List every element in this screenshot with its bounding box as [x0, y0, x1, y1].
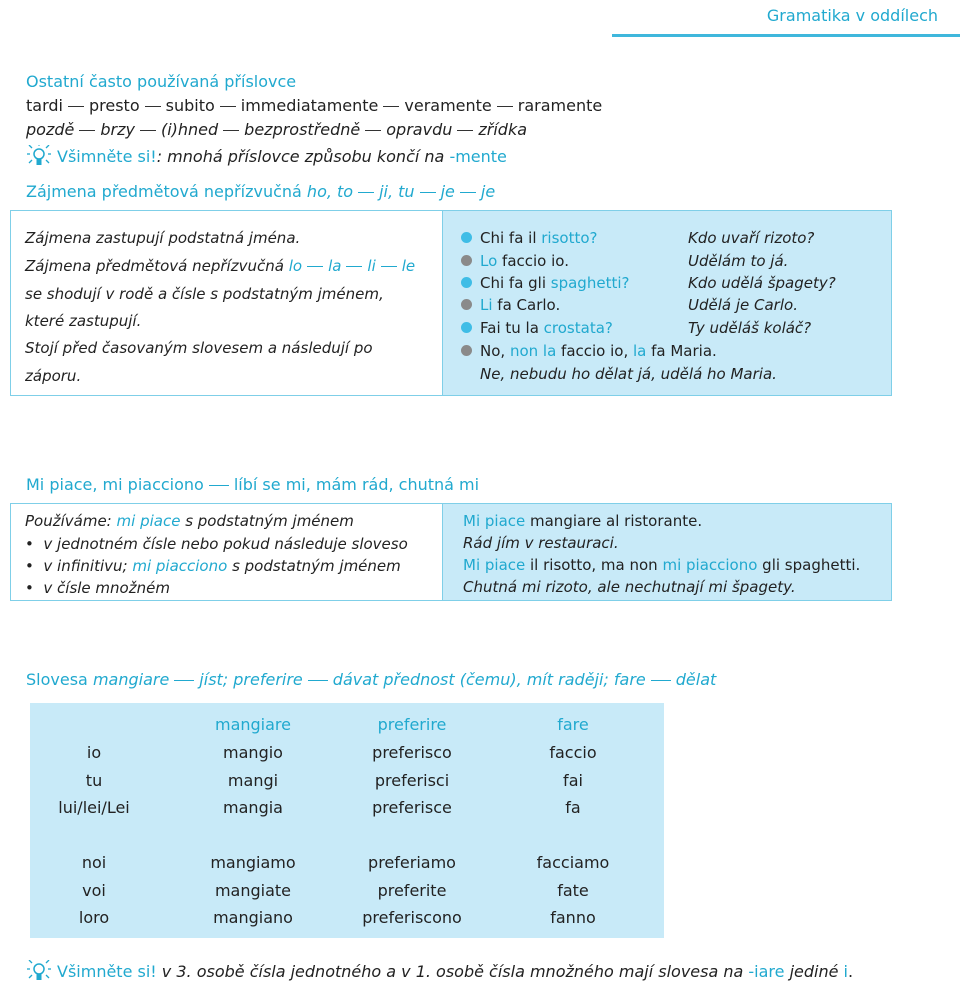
adverb-cz: bezprostředně	[244, 120, 361, 139]
piace-title-it: Mi piace, mi piacciono	[26, 475, 204, 494]
table-header-mangiare: mangiare	[214, 715, 292, 734]
table-header-fare: fare	[557, 715, 589, 734]
pronouns-title-word: ho, to	[306, 182, 354, 201]
pronouns-examples-box	[442, 210, 892, 396]
header-rule	[612, 34, 960, 37]
pronoun-form: li	[367, 257, 376, 275]
example-translation: Ne, nebudu ho dělat já, udělá ho Maria.	[480, 365, 777, 383]
footer-note-letter: i	[843, 962, 848, 981]
pronoun-form: le	[401, 257, 416, 275]
pronouns-text-line: se shodují v rodě a čísle s podstatným jménem,	[25, 285, 384, 303]
table-cell-person: io	[86, 743, 102, 762]
adverb-cz: pozdě	[26, 120, 75, 139]
example-line: Chi fa il risotto?	[461, 229, 598, 247]
example-translation: Kdo udělá špagety?	[688, 274, 836, 292]
table-cell: preferisco	[372, 743, 452, 762]
bullet-dot	[461, 232, 472, 243]
pronouns-title-prefix: Zájmena předmětová nepřízvučná	[26, 182, 302, 201]
table-cell: mangiate	[214, 881, 292, 900]
piace-examples-box	[442, 503, 892, 601]
table-cell-person: voi	[82, 881, 106, 900]
bullet-dot	[461, 255, 472, 266]
table-header-preferire: preferire	[377, 715, 447, 734]
adverbs-italian-row	[26, 96, 602, 115]
piace-title	[26, 475, 479, 494]
table-cell-person: noi	[81, 853, 107, 872]
bullet-dot	[461, 299, 472, 310]
bullet-dot	[461, 277, 472, 288]
pronouns-text-line: Stojí před časovaným slovesem a následují po	[25, 339, 373, 357]
pronoun-form: lo	[288, 257, 303, 275]
bullet: •	[25, 535, 44, 553]
bullet-dot	[461, 345, 472, 356]
example-line: Lo faccio io.	[461, 252, 569, 270]
piace-example-line: Mi piace mangiare al ristorante.	[463, 512, 703, 530]
adverb-cz: opravdu	[386, 120, 453, 139]
table-cell-person: lui/lei/Lei	[58, 798, 130, 817]
verbs-title-part: mangiare	[92, 670, 170, 689]
note-text: : mnohá příslovce způsobu končí na	[156, 147, 445, 166]
table-cell: facciamo	[536, 853, 610, 872]
table-cell: fate	[557, 881, 589, 900]
piace-bullet-line: • v infinitivu; mi piacciono s podstatným jménem	[25, 557, 401, 575]
piace-bullet-line: • v jednotném čísle nebo pokud následuje sloveso	[25, 535, 408, 553]
example-translation: Kdo uvaří rizoto?	[688, 229, 815, 247]
piace-title-cz: líbí se mi, mám rád, chutná mi	[233, 475, 480, 494]
verbs-title-part: dělat	[675, 670, 717, 689]
adverb-it: subito	[165, 96, 215, 115]
verbs-title	[26, 670, 716, 689]
table-cell: fai	[563, 771, 583, 790]
pronoun-form: la	[328, 257, 342, 275]
adverb-it: veramente	[404, 96, 492, 115]
table-cell: mangi	[227, 771, 279, 790]
table-cell: mangia	[223, 798, 283, 817]
pronouns-explanation-box	[10, 210, 443, 396]
example-translation: Udělám to já.	[688, 252, 789, 270]
footer-note-text: v 3. osobě čísla jednotného a v 1. osobě čísla množného mají slovesa na	[156, 962, 749, 981]
piace-example-line: Mi piace il risotto, ma non mi piacciono gli spaghetti.	[463, 556, 861, 574]
pronouns-title-word: ji, tu	[379, 182, 415, 201]
example-line: Chi fa gli spaghetti?	[461, 274, 629, 292]
footer-note-suffix: -iare	[748, 962, 785, 981]
lightbulb-icon	[26, 960, 52, 982]
table-cell: faccio	[549, 743, 597, 762]
pronouns-title-word: je	[440, 182, 455, 201]
footer-note	[26, 960, 853, 982]
example-translation: Ty uděláš koláč?	[688, 319, 812, 337]
adverbs-title: Ostatní často používaná příslovce	[26, 72, 297, 91]
adverb-it: immediatamente	[240, 96, 379, 115]
pronouns-text-line	[25, 257, 415, 275]
table-cell-person: loro	[78, 908, 110, 927]
table-cell: preferiamo	[368, 853, 456, 872]
table-cell: preferisce	[372, 798, 452, 817]
adverb-it: tardi	[26, 96, 63, 115]
pronouns-text-line: které zastupují.	[25, 312, 142, 330]
piace-example-translation: Rád jím v restauraci.	[463, 534, 619, 552]
conjugation-table	[30, 703, 664, 938]
example-line: Fai tu la crostata?	[461, 319, 613, 337]
verbs-title-part: jíst; preferire	[199, 670, 303, 689]
example-line: No, non la faccio io, la fa Maria.	[461, 342, 717, 360]
piace-example-translation: Chutná mi rizoto, ale nechutnají mi špagety.	[463, 578, 796, 596]
lightbulb-icon	[26, 145, 52, 167]
pronouns-text-line: záporu.	[25, 367, 82, 385]
note-suffix: -mente	[449, 147, 507, 166]
bullet-dot	[461, 322, 472, 333]
table-cell: fanno	[550, 908, 596, 927]
piace-explanation-box	[10, 503, 443, 601]
bullet: •	[25, 557, 44, 575]
table-cell: preferisci	[374, 771, 450, 790]
table-cell: mangio	[223, 743, 283, 762]
note-label: Všimněte si!	[57, 147, 157, 166]
example-line: Li fa Carlo.	[461, 296, 560, 314]
table-cell-person: tu	[85, 771, 103, 790]
footer-note-end: .	[847, 962, 854, 981]
adverb-cz: (i)hned	[160, 120, 219, 139]
pronouns-text-prefix: Zájmena předmětová nepřízvučná	[25, 257, 284, 275]
verbs-title-part: dávat přednost (čemu), mít raději; fare	[332, 670, 646, 689]
footer-note-text: jediné	[784, 962, 844, 981]
pronouns-title-word: je	[480, 182, 496, 201]
adverb-cz: brzy	[100, 120, 135, 139]
table-cell: mangiano	[213, 908, 293, 927]
table-cell: fa	[565, 798, 581, 817]
piace-bullet-line: • v čísle množném	[25, 579, 170, 597]
adverb-it: raramente	[517, 96, 603, 115]
table-cell: preferite	[377, 881, 447, 900]
example-translation: Udělá je Carlo.	[688, 296, 798, 314]
footer-note-label: Všimněte si!	[57, 962, 157, 981]
piace-text-line: Používáme: mi piace s podstatným jménem	[25, 512, 354, 530]
bullet: •	[25, 579, 44, 597]
adverbs-czech-row	[26, 120, 527, 139]
table-cell: mangiamo	[210, 853, 296, 872]
pronouns-title	[26, 182, 495, 201]
table-cell: preferiscono	[362, 908, 462, 927]
adverb-it: presto	[88, 96, 140, 115]
adverb-cz: zřídka	[478, 120, 528, 139]
page-header-title: Gramatika v oddílech	[766, 6, 938, 25]
pronouns-text-line: Zájmena zastupují podstatná jména.	[25, 229, 301, 247]
adverbs-note	[26, 145, 507, 167]
verbs-title-prefix: Slovesa	[26, 670, 93, 689]
